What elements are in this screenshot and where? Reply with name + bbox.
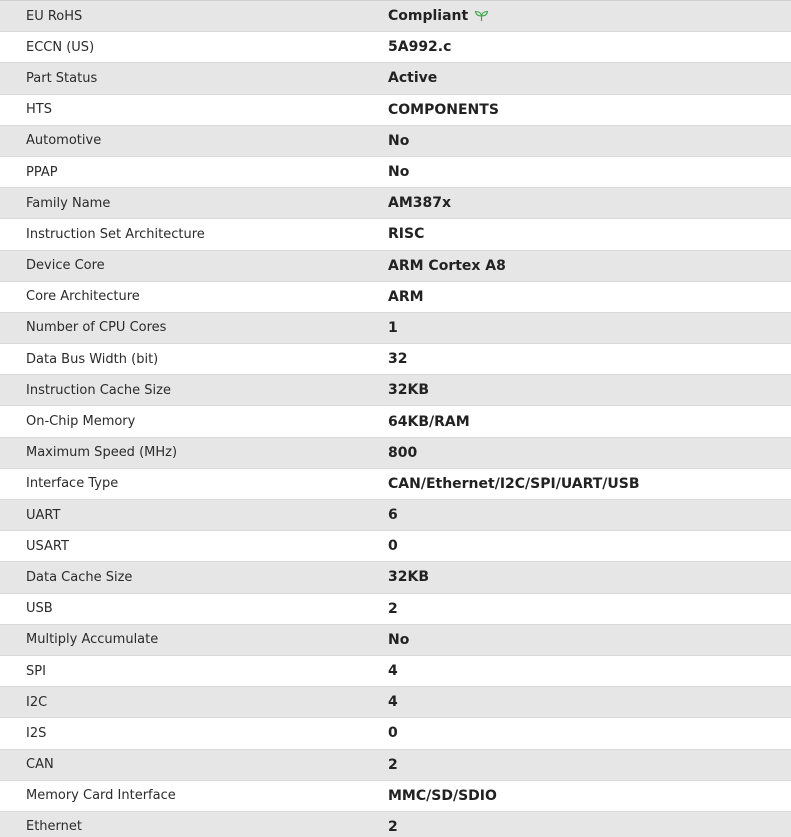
spec-value: Active xyxy=(388,70,438,87)
spec-name: Instruction Set Architecture xyxy=(26,226,205,242)
spec-row xyxy=(0,344,791,375)
spec-name: On-Chip Memory xyxy=(26,414,136,430)
spec-value: 4 xyxy=(388,663,398,680)
spec-value: 5A992.c xyxy=(388,39,452,56)
spec-name: Automotive xyxy=(26,133,102,149)
spec-row xyxy=(0,375,791,406)
spec-row xyxy=(0,32,791,63)
spec-value: ARM Cortex A8 xyxy=(388,257,506,274)
spec-row xyxy=(0,781,791,812)
spec-row xyxy=(0,126,791,157)
spec-name: USB xyxy=(26,601,53,617)
spec-name: USART xyxy=(26,538,69,554)
spec-name: Data Cache Size xyxy=(26,569,133,585)
spec-row-eu-rohs xyxy=(0,1,791,32)
spec-name: I2S xyxy=(26,725,47,741)
spec-value: 800 xyxy=(388,444,418,461)
spec-value: 0 xyxy=(388,538,398,555)
spec-value: 6 xyxy=(388,507,398,524)
spec-value: MMC/SD/SDIO xyxy=(388,787,497,804)
spec-row xyxy=(0,438,791,469)
spec-row xyxy=(0,656,791,687)
spec-name: EU RoHS xyxy=(26,8,83,24)
spec-name: Memory Card Interface xyxy=(26,788,176,804)
spec-row xyxy=(0,157,791,188)
spec-name: Instruction Cache Size xyxy=(26,382,171,398)
spec-row xyxy=(0,562,791,593)
spec-value-cell xyxy=(388,8,791,24)
spec-row xyxy=(0,718,791,749)
spec-name: Core Architecture xyxy=(26,289,140,305)
spec-name: Data Bus Width (bit) xyxy=(26,351,159,367)
spec-value: 32KB xyxy=(388,569,430,586)
spec-row xyxy=(0,251,791,282)
spec-name: Device Core xyxy=(26,258,105,274)
spec-row xyxy=(0,282,791,313)
spec-value: No xyxy=(388,132,410,149)
spec-row xyxy=(0,219,791,250)
spec-value: ARM xyxy=(388,288,424,305)
spec-name: UART xyxy=(26,507,61,523)
leaf-icon xyxy=(474,10,489,22)
spec-value: 0 xyxy=(388,725,398,742)
spec-value: 2 xyxy=(388,600,398,617)
spec-row xyxy=(0,625,791,656)
spec-name: ECCN (US) xyxy=(26,39,95,55)
spec-name: SPI xyxy=(26,663,46,679)
spec-row xyxy=(0,95,791,126)
spec-row xyxy=(0,188,791,219)
spec-row xyxy=(0,500,791,531)
spec-value: Compliant xyxy=(388,8,469,25)
spec-row xyxy=(0,594,791,625)
spec-row xyxy=(0,469,791,500)
spec-value: 1 xyxy=(388,319,398,336)
spec-value: 32 xyxy=(388,351,408,368)
spec-value: RISC xyxy=(388,226,425,243)
spec-row xyxy=(0,750,791,781)
spec-value: 64KB/RAM xyxy=(388,413,470,430)
spec-name: Number of CPU Cores xyxy=(26,320,167,336)
spec-name: PPAP xyxy=(26,164,58,180)
spec-value: 2 xyxy=(388,818,398,835)
spec-value: COMPONENTS xyxy=(388,101,499,118)
spec-row xyxy=(0,313,791,344)
spec-value: 4 xyxy=(388,694,398,711)
spec-value: 2 xyxy=(388,756,398,773)
spec-value: CAN/Ethernet/I2C/SPI/UART/USB xyxy=(388,475,640,492)
spec-name: HTS xyxy=(26,102,52,118)
spec-name: Family Name xyxy=(26,195,111,211)
spec-row xyxy=(0,687,791,718)
spec-value: AM387x xyxy=(388,195,452,212)
spec-name: Maximum Speed (MHz) xyxy=(26,445,178,461)
spec-name: Multiply Accumulate xyxy=(26,632,159,648)
spec-value: No xyxy=(388,164,410,181)
spec-name: I2C xyxy=(26,694,48,710)
spec-value: 32KB xyxy=(388,382,430,399)
spec-name: Part Status xyxy=(26,70,98,86)
spec-name: Ethernet xyxy=(26,819,82,835)
spec-row xyxy=(0,812,791,837)
spec-name: CAN xyxy=(26,757,54,773)
spec-row xyxy=(0,531,791,562)
spec-value: No xyxy=(388,631,410,648)
spec-row xyxy=(0,406,791,437)
spec-name: Interface Type xyxy=(26,476,119,492)
spec-row xyxy=(0,63,791,94)
